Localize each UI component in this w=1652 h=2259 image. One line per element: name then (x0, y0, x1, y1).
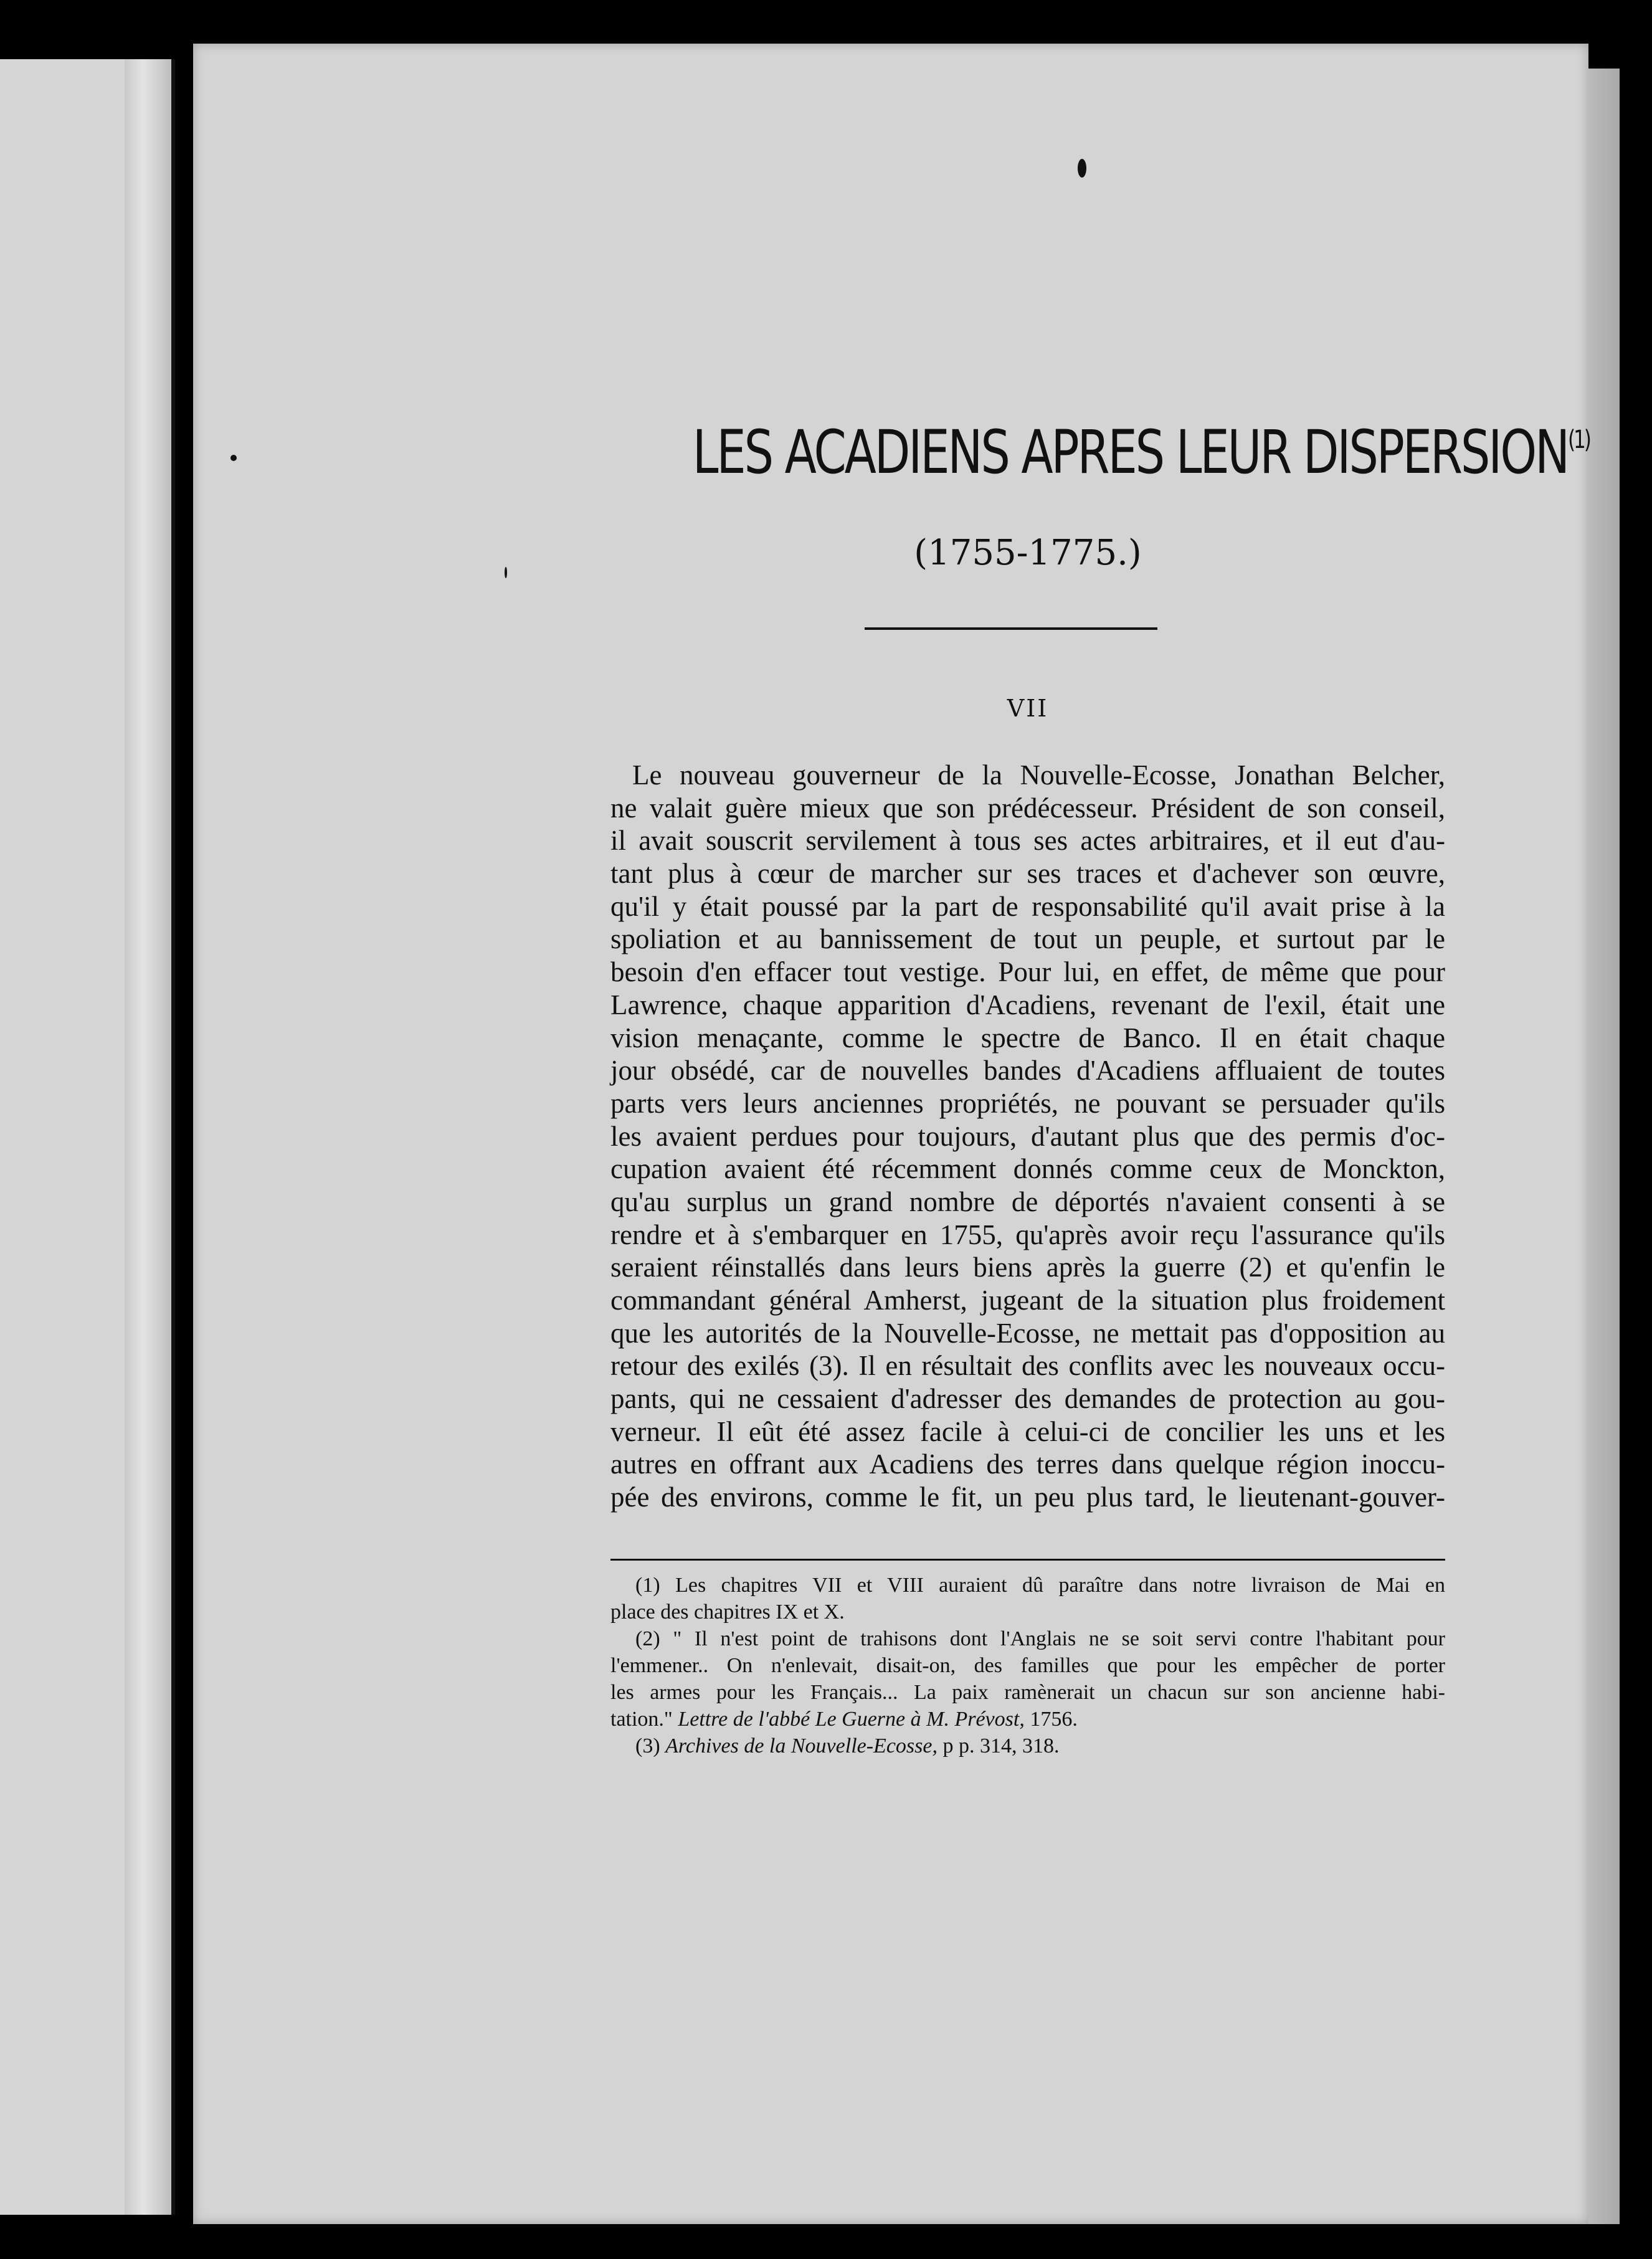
title-text: LES ACADIENS APRES LEUR DISPERSION (692, 417, 1568, 487)
footnote-1-line: (1) Les chapitres VII et VIII auraient dû paraître dans notre livraison de Mai en (635, 1574, 1445, 1597)
text-line: spoliation et au bannissement de tout un peuple, et surtout par le (610, 923, 1445, 955)
text-line: que les autorités de la Nouvelle-Ecosse, ne mettait pas d'opposition au (610, 1317, 1445, 1349)
scan-speck (505, 567, 507, 578)
text-line: autres en offrant aux Acadiens des terres dans quelque région inoccu- (610, 1448, 1445, 1480)
footnote-3-line (610, 1733, 1445, 1759)
facing-page-fold (125, 59, 171, 2215)
page-stack-edge (1585, 69, 1620, 2224)
footnote-2-citation: Lettre de l'abbé Le Guerne à M. Prévost, (678, 1708, 1025, 1731)
text-line: besoin d'en effacer tout vestige. Pour lui, en effet, de même que pour (610, 956, 1445, 988)
text-line: retour des exilés (3). Il en résultait des conflits avec les nouveaux occu- (610, 1350, 1445, 1382)
text-line: cupation avaient été récemment donnés comme ceux de Monckton, (610, 1153, 1445, 1185)
title-rule (865, 627, 1157, 630)
body-text (610, 759, 1445, 1514)
text-line: qu'au surplus un grand nombre de déportés n'avaient consenti à se (610, 1186, 1445, 1217)
text-line: commandant général Amherst, jugeant de la situation plus froidement (610, 1285, 1445, 1316)
text-line: ne valait guère mieux que son prédécesseur. Président de son conseil, (610, 792, 1445, 824)
text-line: seraient réinstallés dans leurs biens après la guerre (2) et qu'enfin le (610, 1252, 1445, 1283)
footnote-2-line: l'emmener.. On n'enlevait, disait-on, des familles que pour les empêcher de porter (610, 1654, 1445, 1677)
footnote-2-line: (2) " Il n'est point de trahisons dont l'Anglais ne se soit servi contre l'habitant pour (635, 1627, 1445, 1650)
scan-speck (1078, 159, 1086, 178)
footnote-2-line (610, 1706, 1445, 1733)
scan-speck (230, 455, 237, 461)
footnote-rule (610, 1559, 1445, 1561)
text-line: pants, qui ne cessaient d'adresser des demandes de protection au gou- (610, 1383, 1445, 1415)
footnotes (610, 1572, 1445, 1759)
text-line: il avait souscrit servilement à tous ses actes arbitraires, et il eut d'au- (610, 825, 1445, 857)
footnote-1-line: place des chapitres IX et X. (610, 1600, 845, 1624)
text-line: tant plus à cœur de marcher sur ses traces et d'achever son œuvre, (610, 858, 1445, 890)
date-range: (1755-1775.) (914, 533, 1142, 573)
text-line: verneur. Il eût été assez facile à celui-ci de concilier les uns et les (610, 1415, 1445, 1447)
footnote-2-year: 1756. (1030, 1708, 1078, 1731)
footnote-3-mark: (3) (635, 1734, 660, 1757)
text-line: parts vers leurs anciennes propriétés, ne pouvant se persuader qu'ils (610, 1087, 1445, 1119)
text-line: vision menaçante, comme le spectre de Banco. Il en était chaque (610, 1022, 1445, 1053)
text-line: jour obsédé, car de nouvelles bandes d'Acadiens affluaient de toutes (610, 1055, 1445, 1087)
footnote-2-text: tation." (610, 1708, 673, 1731)
footnote-2-line: les armes pour les Français... La paix ramènerait un chacun sur son ancienne habi- (610, 1681, 1445, 1704)
document-page (193, 44, 1588, 2224)
footnote-3-pages: p p. 314, 318. (942, 1734, 1060, 1757)
page-title (692, 417, 1590, 487)
footnote-3-citation: Archives de la Nouvelle-Ecosse, (665, 1734, 938, 1757)
text-line: les avaient perdues pour toujours, d'autant plus que des permis d'oc- (610, 1120, 1445, 1152)
text-line: qu'il y était poussé par la part de responsabilité qu'il avait prise à la (610, 890, 1445, 922)
title-note-mark: (1) (1567, 426, 1590, 454)
chapter-number: VII (1007, 695, 1049, 722)
text-line: Le nouveau gouverneur de la Nouvelle-Ecosse, Jonathan Belcher, (632, 759, 1445, 791)
text-line: pée des environs, comme le fit, un peu plus tard, le lieutenant-gouver- (610, 1481, 1445, 1513)
text-line: rendre et à s'embarquer en 1755, qu'après avoir reçu l'assurance qu'ils (610, 1219, 1445, 1250)
text-line: Lawrence, chaque apparition d'Acadiens, revenant de l'exil, était une (610, 989, 1445, 1020)
